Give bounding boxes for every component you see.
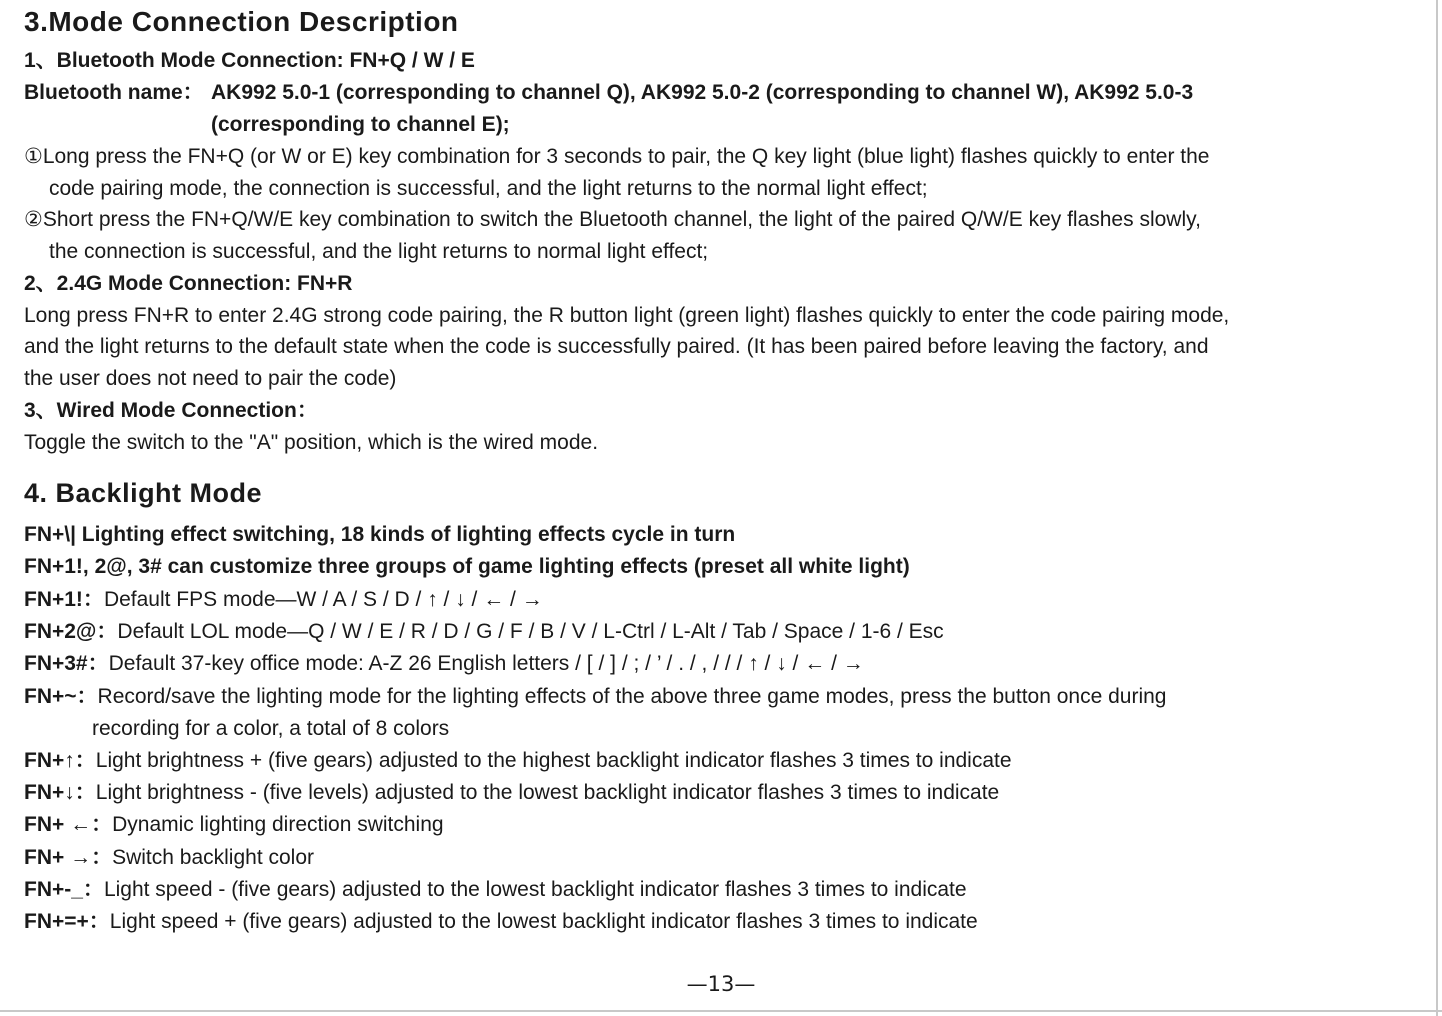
bt-item1-line2: code pairing mode, the connection is successful, and the light returns to the normal light effect; — [49, 177, 928, 200]
backlight-item — [24, 909, 978, 935]
backlight-item — [24, 651, 864, 677]
item-text: Light speed - (five gears) adjusted to the lowest backlight indicator flashes 3 times to indicate — [103, 878, 967, 901]
item-label: FN+2@： — [24, 620, 118, 643]
backlight-item-continuation — [92, 716, 449, 742]
g24-heading: 2、2.4G Mode Connection: FN+R — [24, 272, 353, 295]
section4-title: 4. Backlight Mode — [24, 478, 263, 508]
item-text: Default 37-key office mode: A-Z 26 English letters / [ / ] / ; / ’ / . / , / / / ↑ / ↓ / ← / → — [108, 652, 864, 675]
scan-edge-bottom — [0, 1010, 1442, 1012]
backlight-item — [24, 845, 314, 871]
backlight-item — [24, 748, 1012, 774]
bt-name-label: Bluetooth name： — [24, 81, 204, 104]
backlight-item — [24, 684, 1166, 710]
bt-name-line1: AK992 5.0-1 (corresponding to channel Q), AK992 5.0-2 (corresponding to channel W), AK992 5.0-3 — [211, 81, 1194, 104]
item-label: FN+-_： — [24, 878, 104, 901]
item-label: FN+↓： — [24, 781, 96, 804]
item-label: FN+=+： — [24, 910, 110, 933]
manual-page — [24, 0, 1424, 1016]
item-text: recording for a color, a total of 8 colors — [92, 717, 450, 740]
bt-item1-line1: ①Long press the FN+Q (or W or E) key combination for 3 seconds to pair, the Q key light (blue light) flashes quickly to enter the — [24, 145, 1210, 168]
item-label: FN+ →： — [24, 846, 113, 869]
item-text: Default LOL mode—Q / W / E / R / D / G / F / B / V / L-Ctrl / L-Alt / Tab / Space / 1-6 / Esc — [117, 620, 944, 643]
item-label: FN+1!： — [24, 588, 104, 611]
item-text: Dynamic lighting direction switching — [112, 813, 444, 836]
bt-heading: 1、Bluetooth Mode Connection: FN+Q / W / E — [24, 49, 475, 72]
item-text: Light speed + (five gears) adjusted to the lowest backlight indicator flashes 3 times to indicate — [109, 910, 978, 933]
item-label: FN+ ←： — [24, 813, 113, 836]
item-text: Light brightness + (five gears) adjusted to the highest backlight indicator flashes 3 times to indicate — [95, 749, 1012, 772]
backlight-item — [24, 587, 543, 613]
wired-line1: Toggle the switch to the "A" position, which is the wired mode. — [24, 431, 599, 454]
item-text: Switch backlight color — [112, 846, 315, 869]
page-number: —13— — [686, 972, 756, 996]
backlight-item — [24, 877, 967, 903]
item-text: Record/save the lighting mode for the lighting effects of the above three game modes, press the button once during — [97, 685, 1167, 708]
backlight-item — [24, 619, 944, 645]
backlight-bold-line1: FN+\| Lighting effect switching, 18 kinds of lighting effects cycle in turn — [24, 523, 736, 546]
item-text: Default FPS mode—W / A / S / D / ↑ / ↓ / ← / → — [103, 588, 543, 611]
section3-title: 3.Mode Connection Description — [24, 6, 459, 37]
scan-edge-right — [1436, 0, 1438, 1016]
backlight-item — [24, 812, 444, 838]
bt-name-line2: (corresponding to channel E); — [211, 113, 510, 136]
g24-line3: the user does not need to pair the code) — [24, 367, 397, 390]
bt-item2-line2: the connection is successful, and the light returns to normal light effect; — [49, 240, 709, 263]
g24-line2: and the light returns to the default state when the code is successfully paired. (It has been paired before leaving the factory, and — [24, 335, 1209, 358]
item-label: FN+~： — [24, 685, 98, 708]
item-text: Light brightness - (five levels) adjusted to the lowest backlight indicator flashes 3 times to indicate — [95, 781, 1000, 804]
g24-line1: Long press FN+R to enter 2.4G strong code pairing, the R button light (green light) flashes quickly to enter the code pairing mode, — [24, 304, 1230, 327]
item-label: FN+3#： — [24, 652, 109, 675]
item-label: FN+↑： — [24, 749, 96, 772]
wired-heading: 3、Wired Mode Connection： — [24, 399, 318, 422]
backlight-bold-line2: FN+1!, 2@, 3# can customize three groups of game lighting effects (preset all white light) — [24, 555, 910, 578]
bt-item2-line1: ②Short press the FN+Q/W/E key combination to switch the Bluetooth channel, the light of the paired Q/W/E key flashes slowly, — [24, 208, 1201, 231]
backlight-item — [24, 780, 999, 806]
